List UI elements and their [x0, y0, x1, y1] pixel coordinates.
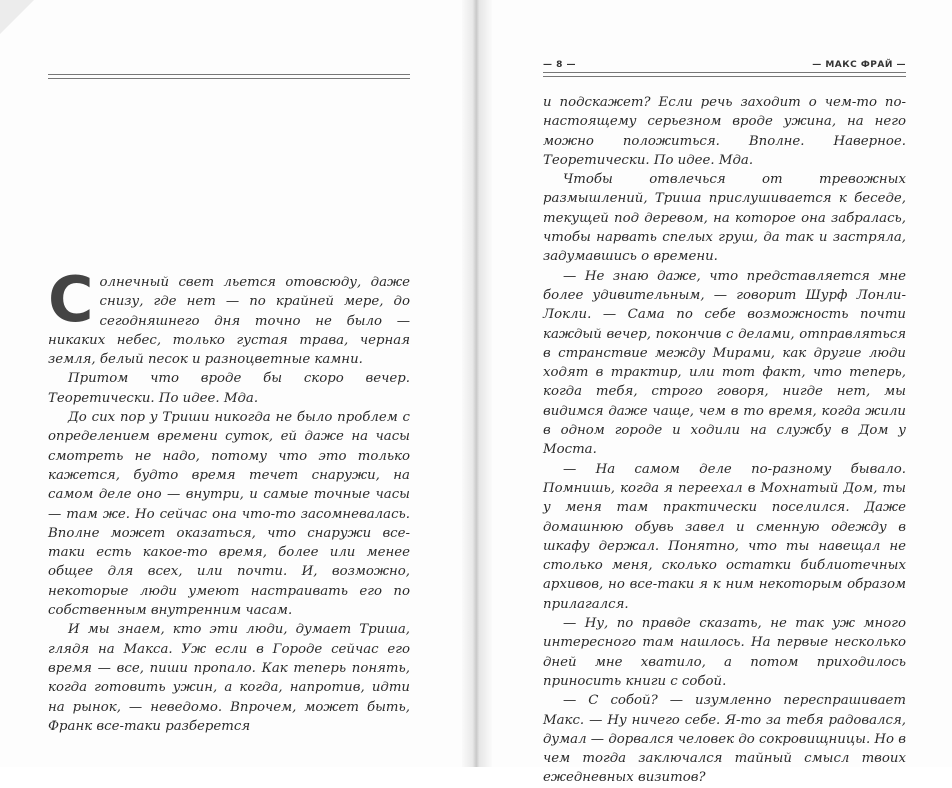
paragraph: — Ну, по правде сказать, не так уж много интересного там нашлось. На первые несколько дней мне хватило, а потом приходилось приносить книги с собой. [543, 616, 906, 689]
paragraph: Чтобы отвлечься от тревожных размышлений, Триша прислушивается к беседе, текущей под деревом, на которое она забралась, чтобы нарвать спелых груш, да так и застряла, задумавшись о времени. [543, 172, 906, 265]
left-header-rule [48, 74, 410, 79]
book-gutter [462, 0, 492, 767]
running-head: — МАКС ФРАЙ — [812, 60, 906, 70]
drop-cap: С [48, 263, 94, 336]
right-page-text [543, 93, 906, 788]
paragraph: — На самом деле по-разному бывало. Помнишь, когда я переехал в Мохнатый Дом, ты у меня там практически поселился. Даже домашнюю обувь завел и сменную одежду в шкафу держал. Понятно, что ты навещал не столько меня, сколько остатки библиотечных архивов, но все-таки я к ним некоторым образом прилагался. [543, 461, 906, 612]
paragraph: Притом что вроде бы скоро вечер. Теоретически. По идее. Мда. [48, 371, 410, 406]
paragraph: И мы знаем, кто эти люди, думает Триша, глядя на Макса. Уж если в Городе сейчас его время — все, пиши пропало. Как теперь понять, когда готовить ужин, а когда, напротив, идти на рынок, — неведомо. Впрочем, может быть, Франк все-таки разберется [48, 622, 410, 734]
paragraph: — С собой? — изумленно переспрашивает Макс. — Ну ничего себе. Я-то за тебя радовался, думал — дорвался человек до сокровищницы. Но в чем тогда заключался тайный смысл твоих ежедневных визитов? [543, 693, 906, 786]
paragraph: До сих пор у Триши никогда не было проблем с определением времени суток, ей даже на часы смотреть не надо, потому что это только кажется, будто время течет снаружи, на самом деле оно — внутри, и самые точные часы — там же. Но сейчас она что-то засомневалась. Вполне может оказаться, что снаружи все-таки есть какое-то время, более или менее общее для всех, или почти. И, возможно, некоторые люди умеют настраивать его по собственным внутренним часам. [48, 410, 410, 619]
paragraph-text: олнечный свет льется отовсюду, даже снизу, где нет — по крайней мере, до сегодняшнего дня точно не было — никаких небес, только густая трава, черная земля, белый песок и разноцветные камни. [48, 275, 410, 368]
page-corner-fold [0, 0, 34, 34]
paragraph: — Не знаю даже, что представляется мне более удивительным, — говорит Шурф Лонли-Локли. — Сама по себе возможность почти каждый вечер, покончив с делами, отправляться в странствие между Мирами, как другие люди ходят в трактир, или тот факт, что теперь, когда тебя, строго говоря, нигде нет, мы видимся даже чаще, чем в то время, когда жили в одном городе и ходили на службу в Дом у Моста. [543, 268, 906, 458]
paragraph [48, 263, 410, 369]
left-page-text [48, 263, 410, 736]
paragraph: и подскажет? Если речь заходит о чем-то по-настоящему серьезном вроде ужина, на него можно положиться. Вполне. Наверное. Теоретически. По идее. Мда. [543, 95, 906, 168]
page-number: — 8 — [543, 60, 577, 70]
right-header-rule [543, 72, 906, 77]
